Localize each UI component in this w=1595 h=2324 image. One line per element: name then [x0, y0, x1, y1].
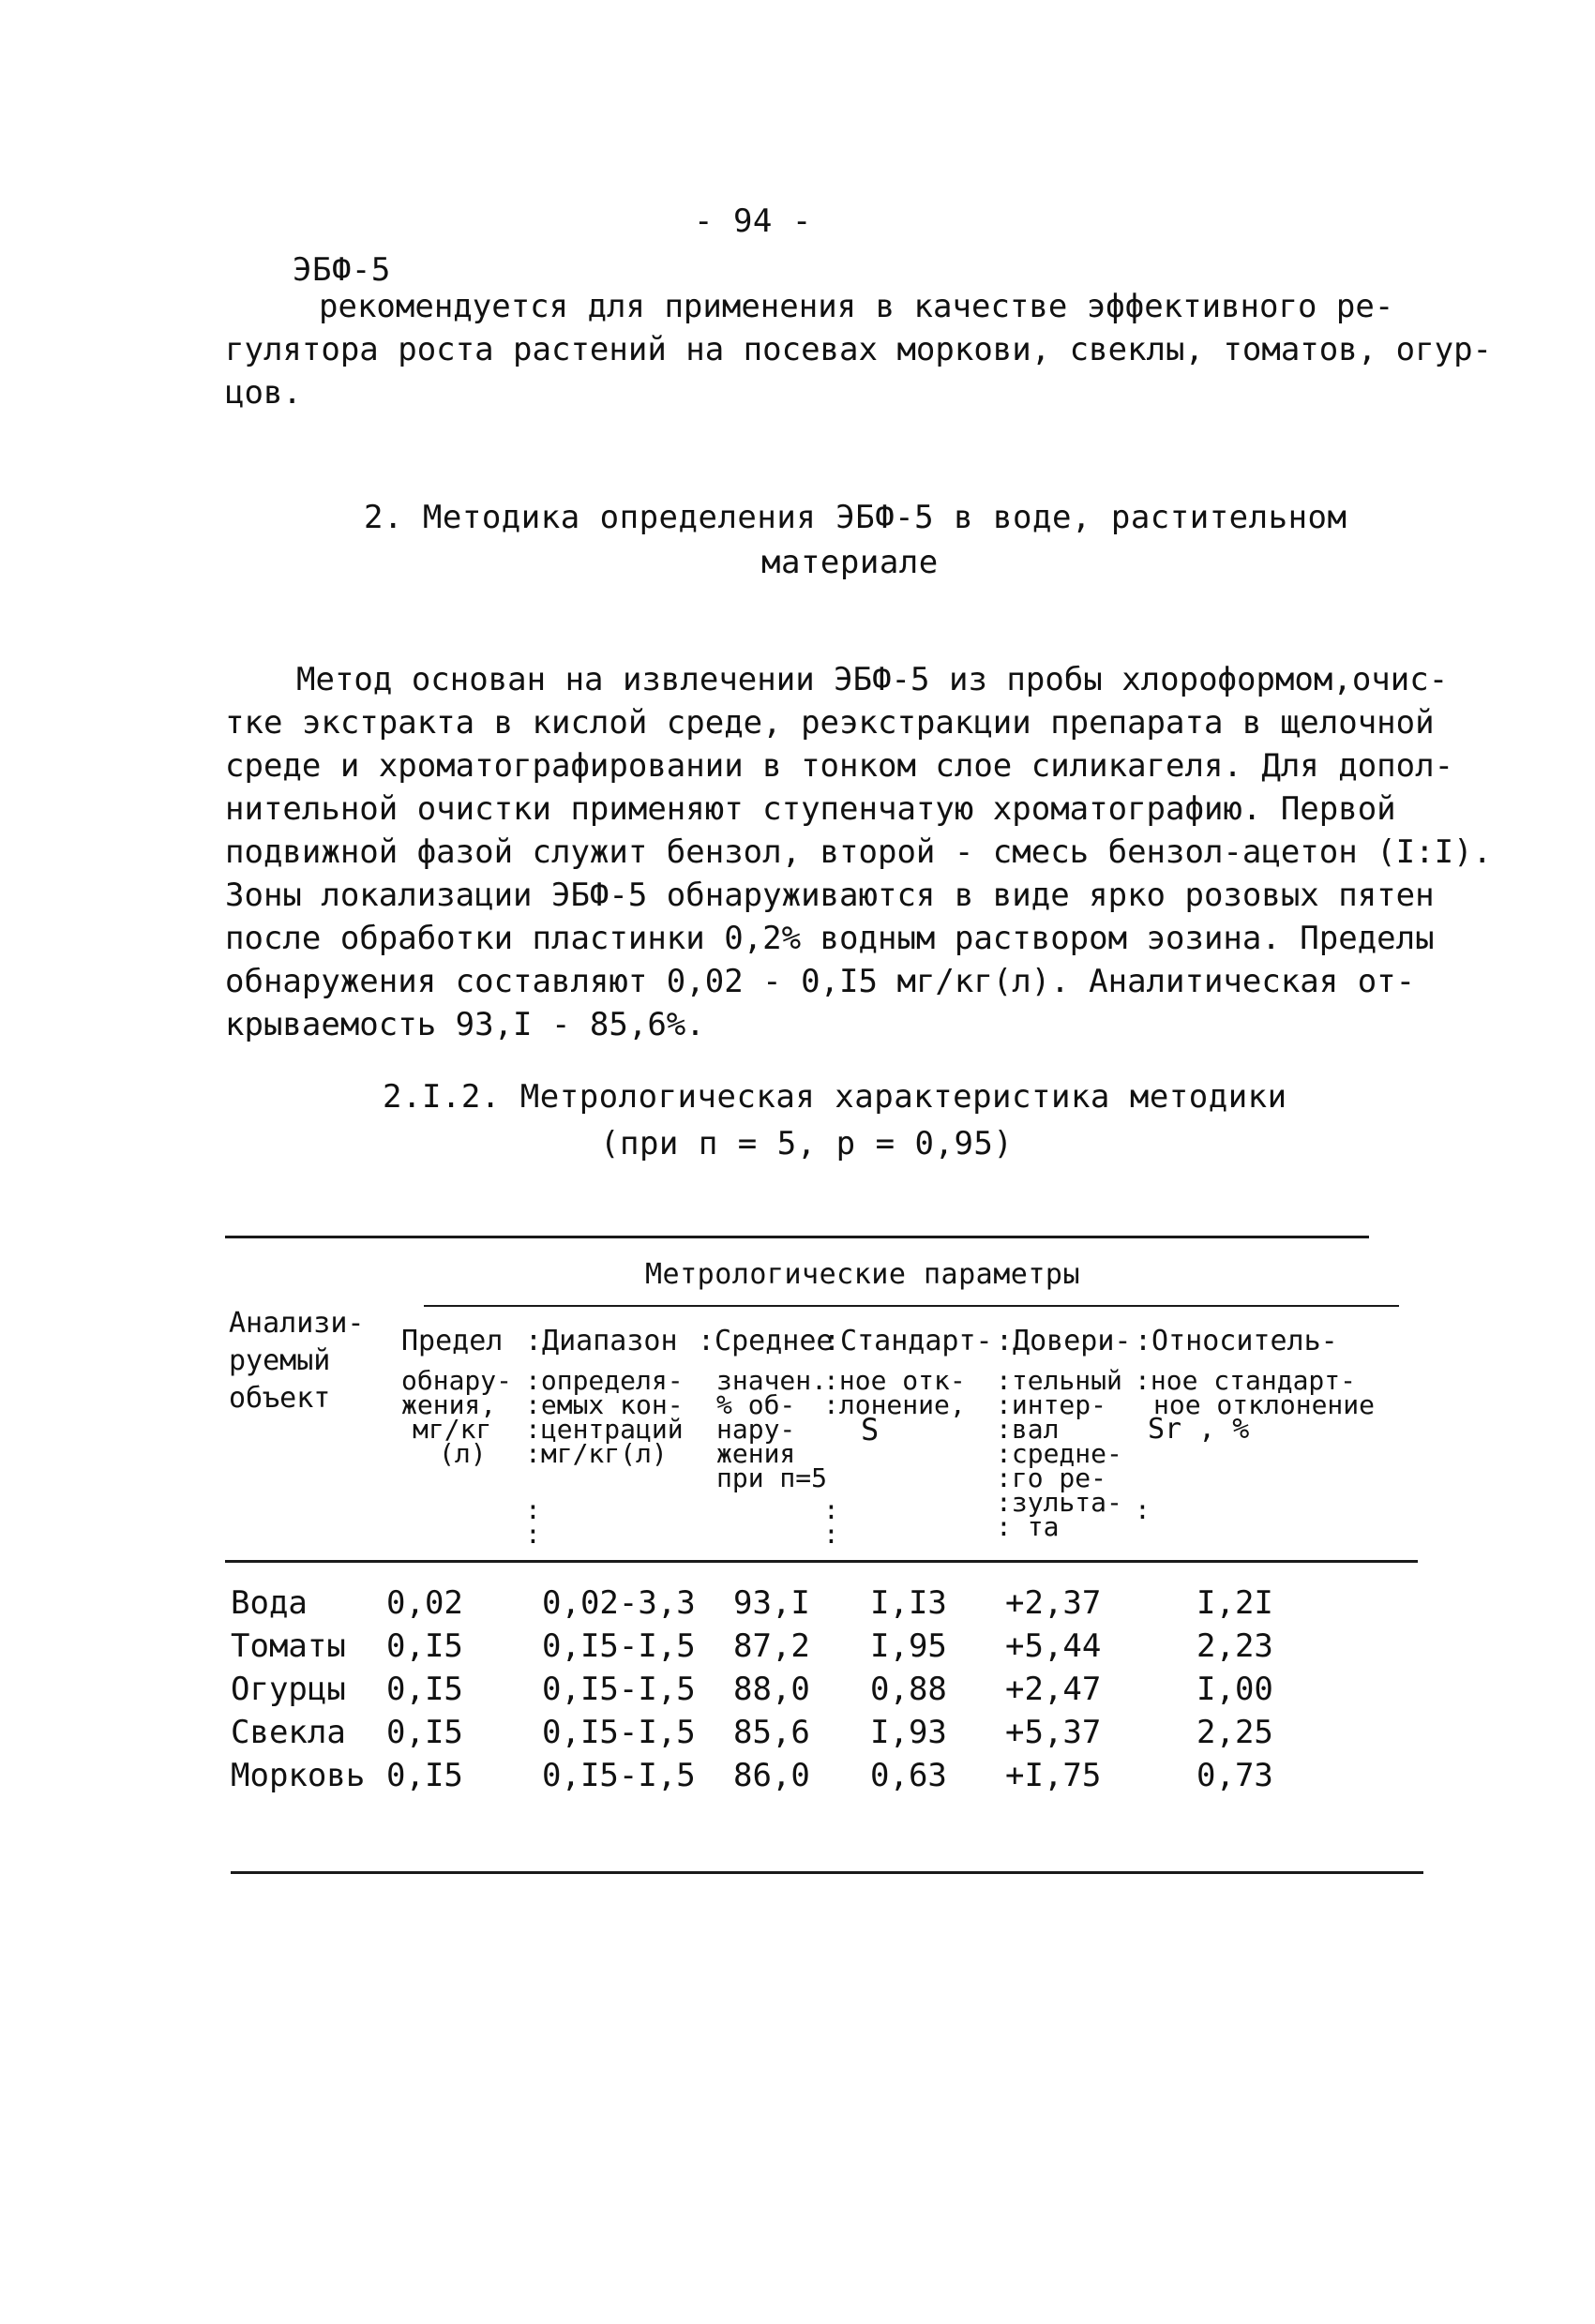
cell-rsd: 2,25 [1196, 1714, 1273, 1751]
col-header-limit [401, 1325, 513, 1469]
col-header-line: :Довери- [996, 1325, 1132, 1357]
cell-mean: 85,6 [733, 1714, 810, 1751]
col-header-ci [996, 1325, 1132, 1542]
col-header-line: :Относитель- [1135, 1325, 1338, 1357]
cell-rsd: 2,23 [1196, 1627, 1273, 1665]
cell-limit: 0,I5 [386, 1627, 463, 1665]
cell-range: 0,I5-I,5 [542, 1627, 696, 1665]
method-line: подвижной фазой служит бензол, второй - смесь бензол-ацетон (I:I). [225, 833, 1493, 871]
page-number: - 94 - [694, 202, 812, 240]
col-header-line: жения, [401, 1389, 497, 1420]
method-paragraph [225, 658, 1493, 1046]
col-header-line: :Среднее [698, 1325, 834, 1357]
table-caption-line-1: 2.I.2. Метрологическая характеристика методики [383, 1078, 1287, 1116]
method-line: среде и хроматографировании в тонком слое силикагеля. Для допол- [225, 747, 1454, 785]
col-header-sd [823, 1325, 993, 1447]
col-header-line: :вал [996, 1414, 1060, 1445]
col-header-line: :центраций [525, 1414, 684, 1445]
col-header-line: Sr , % [1148, 1413, 1250, 1446]
col-header-line: :тельный [996, 1365, 1122, 1396]
col-header-line: :го ре- [996, 1462, 1107, 1493]
col-header-line: % об- [716, 1389, 796, 1420]
intro-line: гулятора роста растений на посевах моркови, свеклы, томатов, огур- [225, 331, 1493, 368]
column-separator: : : [525, 1494, 541, 1550]
col-header-line: S [861, 1412, 880, 1447]
cell-mean: 88,0 [733, 1671, 810, 1708]
cell-range: 0,I5-I,5 [542, 1714, 696, 1751]
col-header-line: ное отклонение [1153, 1389, 1376, 1420]
col-header-rsd [1135, 1325, 1376, 1446]
col-header-line: : та [996, 1511, 1060, 1542]
column-separator: : : [823, 1494, 839, 1550]
cell-sd: I,95 [870, 1627, 947, 1665]
cell-sd: 0,88 [870, 1671, 947, 1708]
col-header-line: :Диапазон [525, 1325, 678, 1357]
product-heading: ЭБФ-5 [293, 251, 391, 289]
col-header-line: :мг/кг(л) [525, 1438, 668, 1469]
row-header [229, 1305, 365, 1417]
cell-ci: +5,44 [1005, 1627, 1102, 1665]
cell-limit: 0,02 [386, 1584, 463, 1622]
cell-mean: 86,0 [733, 1757, 810, 1794]
cell-limit: 0,I5 [386, 1671, 463, 1708]
cell-mean: 87,2 [733, 1627, 810, 1665]
col-header-range [525, 1325, 684, 1469]
cell-object: Вода [231, 1584, 308, 1622]
section-title-line-1: 2. Методика определения ЭБФ-5 в воде, растительном [364, 499, 1347, 536]
group-header-rule [424, 1305, 1399, 1307]
table-top-rule [225, 1236, 1369, 1238]
method-line: Зоны локализации ЭБФ-5 обнаруживаются в виде ярко розовых пятен [225, 877, 1435, 914]
cell-sd: I,I3 [870, 1584, 947, 1622]
method-line: тке экстракта в кислой среде, реэкстракции препарата в щелочной [225, 704, 1435, 742]
cell-object: Огурцы [231, 1671, 346, 1708]
method-line: Метод основан на извлечении ЭБФ-5 из пробы хлороформом,очис- [296, 661, 1449, 698]
cell-rsd: I,00 [1196, 1671, 1273, 1708]
group-header: Метрологические параметры [645, 1258, 1081, 1291]
method-line: обнаружения составляют 0,02 - 0,I5 мг/кг(л). Аналитическая от- [225, 963, 1416, 1000]
col-header-line: обнару- [401, 1365, 513, 1396]
cell-limit: 0,I5 [386, 1757, 463, 1794]
intro-line: рекомендуется для применения в качестве эффективного ре- [319, 288, 1394, 325]
cell-sd: 0,63 [870, 1757, 947, 1794]
column-separator: : [1135, 1494, 1151, 1525]
col-header-line: жения [716, 1438, 796, 1469]
col-header-line: :ное отк- [823, 1365, 966, 1396]
cell-sd: I,93 [870, 1714, 947, 1751]
cell-range: 0,I5-I,5 [542, 1671, 696, 1708]
cell-limit: 0,I5 [386, 1714, 463, 1751]
intro-line: цов. [225, 374, 302, 412]
cell-rsd: I,2I [1196, 1584, 1273, 1622]
col-header-line: при п=5 [716, 1462, 828, 1493]
col-header-line: :определя- [525, 1365, 684, 1396]
col-header-line: (л) [439, 1438, 487, 1469]
col-header-line: :средне- [996, 1438, 1122, 1469]
cell-ci: +2,37 [1005, 1584, 1102, 1622]
col-header-line: :интер- [996, 1389, 1107, 1420]
col-header-mean [698, 1325, 834, 1493]
section-title-line-2: материале [761, 544, 939, 581]
cell-ci: +2,47 [1005, 1671, 1102, 1708]
col-header-line: :Стандарт- [823, 1325, 993, 1357]
col-header-line: :емых кон- [525, 1389, 684, 1420]
cell-object: Свекла [231, 1714, 346, 1751]
cell-object: Морковь [231, 1757, 366, 1794]
col-header-line: Предел [401, 1325, 504, 1357]
cell-ci: +5,37 [1005, 1714, 1102, 1751]
header-bottom-rule [225, 1560, 1418, 1563]
col-header-line: мг/кг [413, 1414, 492, 1445]
method-line: крываемость 93,I - 85,6%. [225, 1006, 705, 1043]
row-header-line: Анализи- [229, 1307, 365, 1340]
cell-mean: 93,I [733, 1584, 810, 1622]
method-line: после обработки пластинки 0,2% водным раствором эозина. Пределы [225, 920, 1435, 957]
cell-rsd: 0,73 [1196, 1757, 1273, 1794]
table-bottom-rule [231, 1871, 1423, 1874]
cell-object: Томаты [231, 1627, 346, 1665]
row-header-line: объект [229, 1382, 331, 1415]
cell-range: 0,02-3,3 [542, 1584, 696, 1622]
col-header-line: значен. [716, 1365, 828, 1396]
cell-ci: +I,75 [1005, 1757, 1102, 1794]
method-line: нительной очистки применяют ступенчатую хроматографию. Первой [225, 790, 1396, 828]
cell-range: 0,I5-I,5 [542, 1757, 696, 1794]
col-header-line: :зульта- [996, 1487, 1122, 1518]
col-header-line: нару- [716, 1414, 796, 1445]
intro-paragraph [225, 285, 1493, 414]
col-header-line: :ное стандарт- [1135, 1365, 1357, 1396]
row-header-line: руемый [229, 1344, 331, 1377]
col-header-line: :лонение, [823, 1389, 966, 1420]
table-caption-line-2: (при п = 5, р = 0,95) [600, 1125, 1014, 1162]
